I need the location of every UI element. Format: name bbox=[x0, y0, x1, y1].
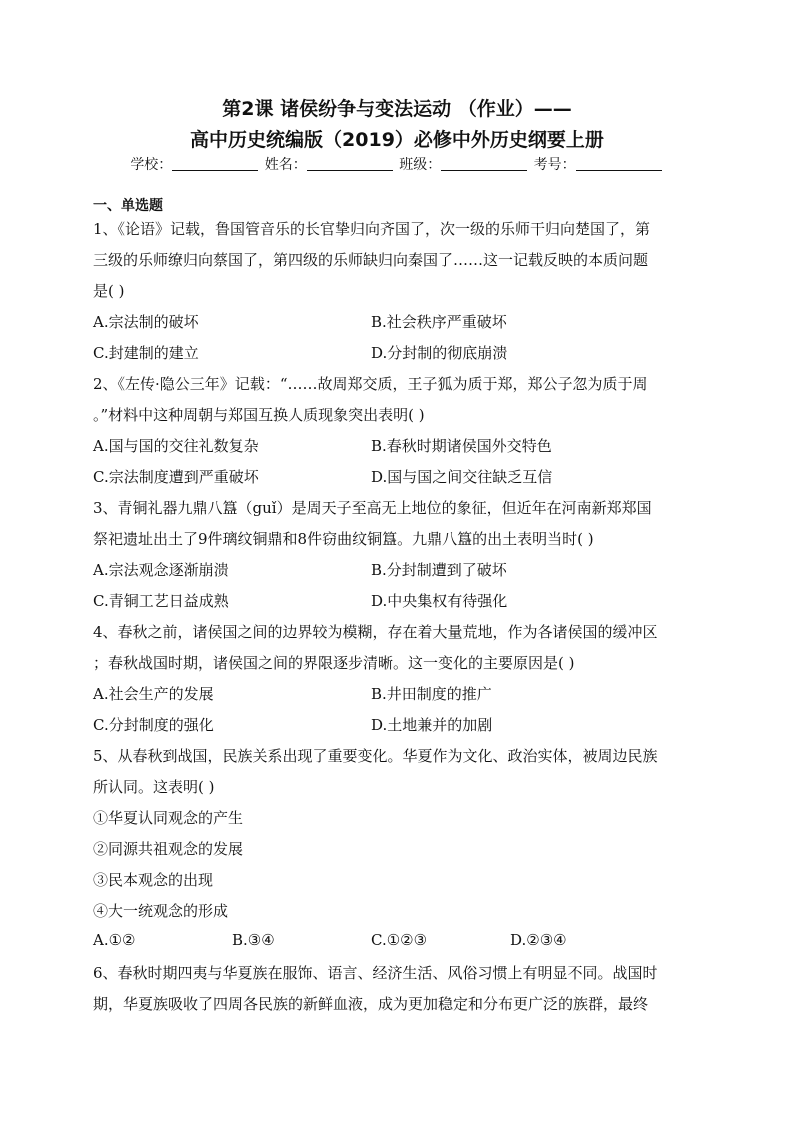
question-5-option-b[interactable]: B.③④ bbox=[232, 931, 275, 949]
title-line-2: 高中历史统编版（2019）必修中外历史纲要上册 bbox=[190, 129, 604, 151]
school-label: 学校： bbox=[130, 157, 173, 173]
question-1-line-2: 三级的乐师缭归向蔡国了，第四级的乐师缺归向秦国了……这一记载反映的本质问题 bbox=[93, 251, 649, 269]
student-info-row bbox=[0, 154, 794, 174]
question-1-line-1: 1、《论语》记载，鲁国管音乐的长官挚归向齐国了，次一级的乐师干归向楚国了，第 bbox=[93, 220, 651, 238]
question-2-line-1: 2、《左传·隐公三年》记载：“……故周郑交质，王子狐为质于郑，郑公子忽为质于周 bbox=[93, 375, 648, 393]
section-heading: 一、单选题 bbox=[93, 198, 163, 214]
question-5-item-4: ④大一统观念的形成 bbox=[93, 902, 229, 920]
question-6-line-1: 6、春秋时期四夷与华夏族在服饰、语言、经济生活、风俗习惯上有明显不同。战国时 bbox=[93, 964, 658, 982]
question-5-line-2: 所认同。这表明( ) bbox=[93, 778, 215, 796]
question-2-option-a[interactable]: A.国与国的交往礼数复杂 bbox=[93, 437, 259, 455]
class-blank[interactable] bbox=[441, 156, 527, 171]
question-4-option-b[interactable]: B.井田制度的推广 bbox=[371, 685, 492, 703]
name-blank[interactable] bbox=[307, 156, 393, 171]
question-5-line-1: 5、从春秋到战国，民族关系出现了重要变化。华夏作为文化、政治实体，被周边民族 bbox=[93, 747, 658, 765]
question-1-option-b[interactable]: B.社会秩序严重破坏 bbox=[371, 313, 507, 331]
question-4-option-d[interactable]: D.土地兼并的加剧 bbox=[371, 716, 493, 734]
question-3-option-d[interactable]: D.中央集权有待强化 bbox=[371, 592, 508, 610]
title-line-1: 第2课 诸侯纷争与变法运动 （作业）—— bbox=[222, 98, 572, 120]
question-5-item-2: ②同源共祖观念的发展 bbox=[93, 840, 244, 858]
question-3-line-2: 祭祀遗址出土了9件璃纹铜鼎和8件窃曲纹铜簋。九鼎八簋的出土表明当时( ) bbox=[93, 530, 594, 548]
question-5-option-d[interactable]: D.②③④ bbox=[510, 931, 567, 949]
name-label: 姓名： bbox=[264, 157, 307, 173]
question-3-option-c[interactable]: C.青铜工艺日益成熟 bbox=[93, 592, 229, 610]
question-3-option-a[interactable]: A.宗法观念逐渐崩溃 bbox=[93, 561, 229, 579]
question-6-line-2: 期，华夏族吸收了四周各民族的新鲜血液，成为更加稳定和分布更广泛的族群，最终 bbox=[93, 995, 649, 1013]
question-5-item-1: ①华夏认同观念的产生 bbox=[93, 809, 244, 827]
question-2-option-b[interactable]: B.春秋时期诸侯国外交特色 bbox=[371, 437, 552, 455]
question-3-option-b[interactable]: B.分封制遭到了破坏 bbox=[371, 561, 507, 579]
question-5-item-3: ③民本观念的出现 bbox=[93, 871, 214, 889]
question-2-line-2: 。”材料中这种周朝与郑国互换人质现象突出表明( ) bbox=[93, 406, 425, 424]
question-1-option-d[interactable]: D.分封制的彻底崩溃 bbox=[371, 344, 508, 362]
question-2-option-d[interactable]: D.国与国之间交往缺乏互信 bbox=[371, 468, 553, 486]
question-4-line-2: ；春秋战国时期，诸侯国之间的界限逐步清晰。这一变化的主要原因是( ) bbox=[93, 654, 575, 672]
question-4-line-1: 4、春秋之前，诸侯国之间的边界较为模糊，存在着大量荒地，作为各诸侯国的缓冲区 bbox=[93, 623, 658, 641]
question-5-option-c[interactable]: C.①②③ bbox=[371, 931, 428, 949]
question-4-option-c[interactable]: C.分封制度的强化 bbox=[93, 716, 214, 734]
question-1-line-3: 是( ) bbox=[93, 282, 125, 300]
class-label: 班级： bbox=[399, 157, 442, 173]
exam-no-label: 考号： bbox=[533, 157, 576, 173]
exam-no-blank[interactable] bbox=[576, 156, 662, 171]
question-1-option-c[interactable]: C.封建制的建立 bbox=[93, 344, 199, 362]
question-5-option-a[interactable]: A.①② bbox=[93, 931, 136, 949]
question-4-option-a[interactable]: A.社会生产的发展 bbox=[93, 685, 214, 703]
question-1-option-a[interactable]: A.宗法制的破坏 bbox=[93, 313, 199, 331]
school-blank[interactable] bbox=[172, 156, 258, 171]
question-3-line-1: 3、青铜礼器九鼎八簋（guǐ）是周天子至高无上地位的象征，但近年在河南新郑郑国 bbox=[93, 499, 652, 517]
question-2-option-c[interactable]: C.宗法制度遭到严重破坏 bbox=[93, 468, 259, 486]
